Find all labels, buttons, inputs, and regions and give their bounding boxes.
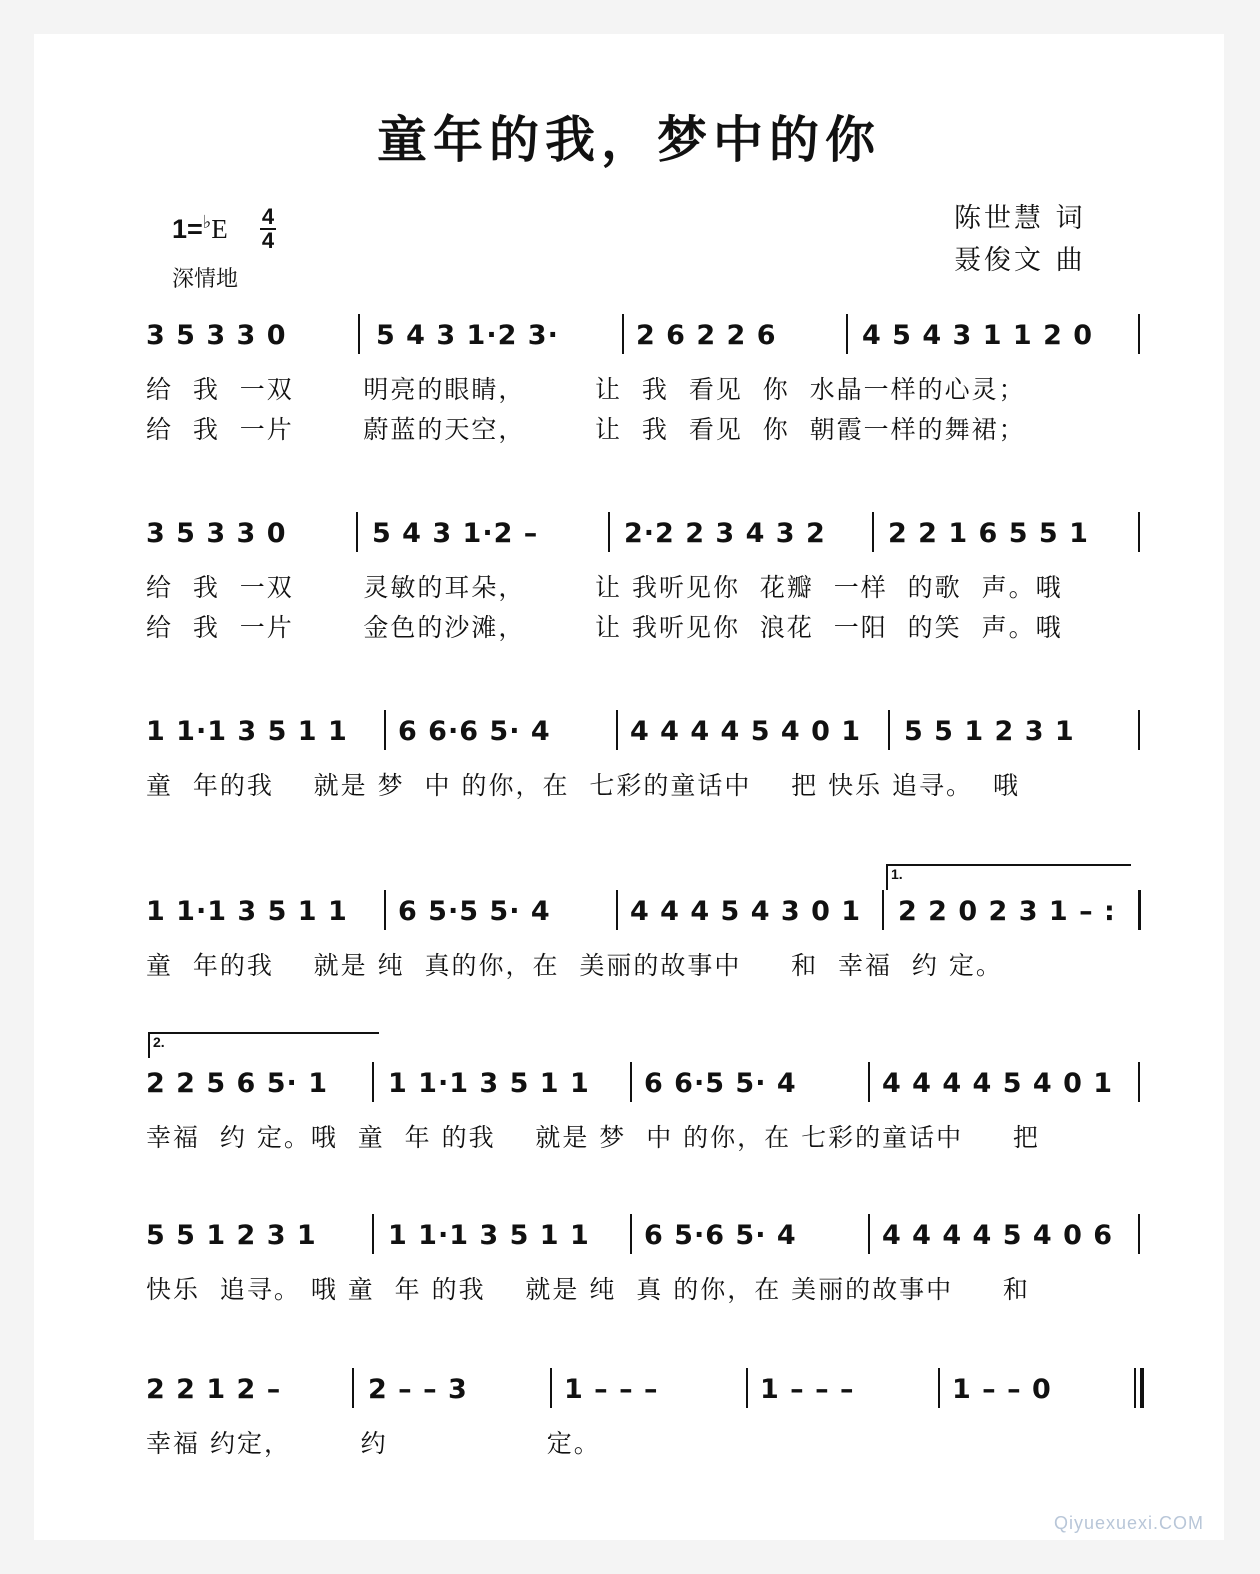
lyric-line: 幸福 约定， 约 定。 [146,1429,601,1458]
lyric-line: 童 年的我 就是 梦 中 的你，在 七彩的童话中 把 快乐 追寻。 哦 [146,771,1020,800]
measure: 6 6·6 5· 4 [398,716,551,747]
lyric-line: 童 年的我 就是 纯 真的你，在 美丽的故事中 和 幸福 约 定。 [146,951,1003,980]
composer-credit: 聂俊文 曲 [954,245,1086,276]
measure: 2 2 5 6 5· 1 [146,1068,328,1099]
measure: 1 1·1 3 5 1 1 [146,716,348,747]
tempo-marking: 深情地 [172,267,239,292]
measure: 2 – – 3 [368,1374,468,1405]
measure: 4 4 4 4 5 4 0 1 [630,716,862,747]
song-title: 童年的我，梦中的你 [377,110,881,169]
lyric-line: 给 我 一双 明亮的眼睛， 让 我 看见 你 水晶一样的心灵； [146,375,1026,404]
score-system-2 [146,518,1146,648]
volta-first-ending: 1. [886,864,1131,890]
measure: 6 6·5 5· 4 [644,1068,797,1099]
score-system-7 [146,1374,1146,1464]
score-system-1 [146,320,1146,450]
notation-line [146,1374,1146,1424]
measure: 2 2 0 2 3 1 – : [898,896,1116,927]
measure: 5 4 3 1·2 – [372,518,539,549]
sheet-page [34,34,1224,1540]
credits [954,198,1086,282]
notation-line [146,1068,1146,1118]
lyric-line: 给 我 一片 金色的沙滩， 让 我听见你 浪花 一阳 的笑 声。哦 [146,613,1063,642]
measure: 1 – – – [760,1374,855,1405]
measure: 2 6 2 2 6 [636,320,777,351]
measure: 1 1·1 3 5 1 1 [146,896,348,927]
measure: 2 2 1 2 – [146,1374,282,1405]
lyric-line: 给 我 一片 蔚蓝的天空， 让 我 看见 你 朝霞一样的舞裙； [146,415,1026,444]
measure: 5 5 1 2 3 1 [904,716,1075,747]
measure: 2 2 1 6 5 5 1 [888,518,1089,549]
lyric-line: 给 我 一双 灵敏的耳朵， 让 我听见你 花瓣 一样 的歌 声。哦 [146,573,1063,602]
measure: 1 – – 0 [952,1374,1052,1405]
measure: 5 5 1 2 3 1 [146,1220,317,1251]
notation-line [146,716,1146,766]
measure: 6 5·6 5· 4 [644,1220,797,1251]
time-signature: 4 4 [261,204,275,253]
score-system-6 [146,1220,1146,1310]
measure: 1 1·1 3 5 1 1 [388,1068,590,1099]
measure: 3 5 3 3 0 [146,320,287,351]
measure: 4 4 4 4 5 4 0 6 [882,1220,1114,1251]
notation-line [146,518,1146,568]
measure: 4 4 4 4 5 4 0 1 [882,1068,1114,1099]
notation-line [146,320,1146,370]
score-system-3 [146,716,1146,806]
score-system-4 [146,896,1146,986]
lyricist-credit: 陈世慧 词 [954,203,1086,234]
key-signature: 1=♭E [172,212,228,244]
measure: 4 4 4 5 4 3 0 1 [630,896,862,927]
score-system-5 [146,1068,1146,1158]
measure: 3 5 3 3 0 [146,518,287,549]
measure: 2·2 2 3 4 3 2 [624,518,826,549]
measure: 4 5 4 3 1 1 2 0 [862,320,1094,351]
notation-line [146,1220,1146,1270]
measure: 5 4 3 1·2 3· [376,320,559,351]
notation-line [146,896,1146,946]
measure: 1 1·1 3 5 1 1 [388,1220,590,1251]
volta-second-ending: 2. [148,1032,379,1058]
lyric-line: 幸福 约 定。哦 童 年 的我 就是 梦 中 的你，在 七彩的童话中 把 [146,1123,1040,1152]
measure: 1 – – – [564,1374,659,1405]
watermark: Qiyuexuexi.COM [1053,1513,1204,1533]
lyric-line: 快乐 追寻。 哦 童 年 的我 就是 纯 真 的你，在 美丽的故事中 和 [146,1275,1030,1304]
measure: 6 5·5 5· 4 [398,896,551,927]
